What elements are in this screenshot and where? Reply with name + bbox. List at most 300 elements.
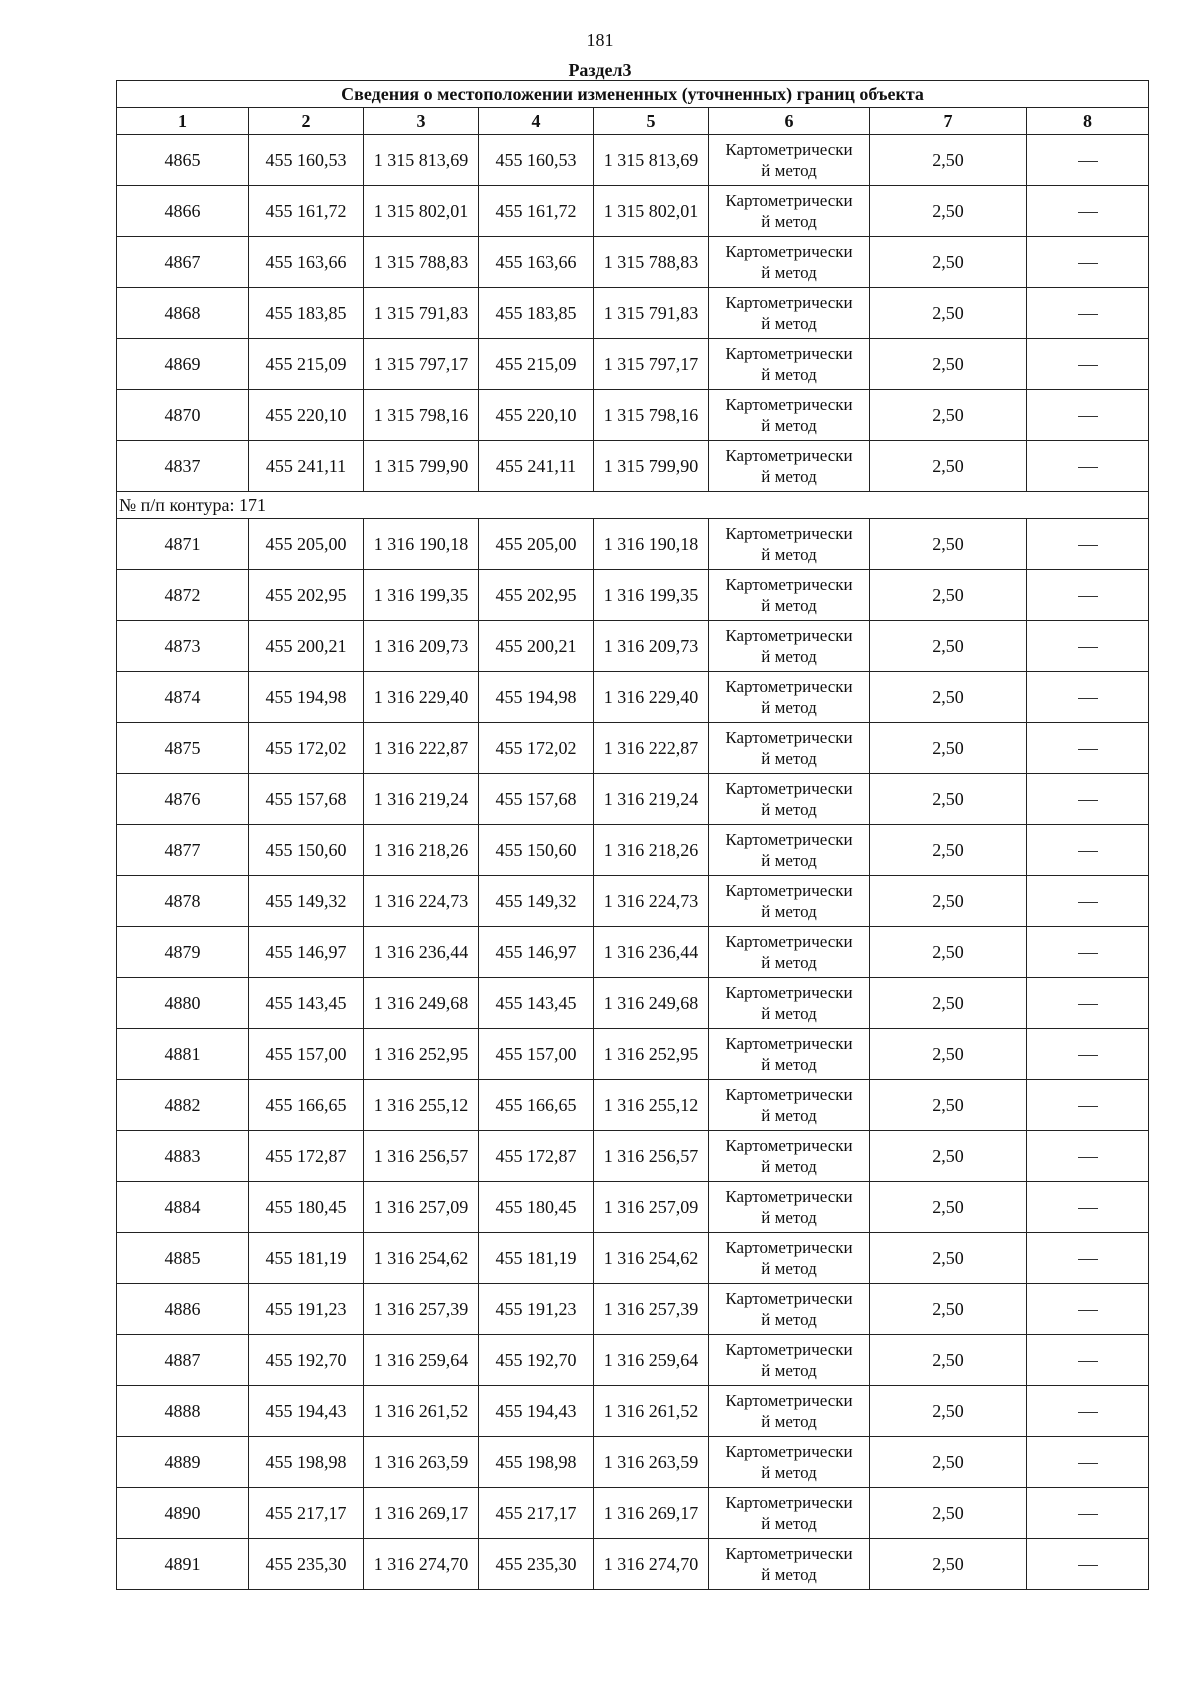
- updated-x: 455 205,00: [479, 519, 594, 570]
- dash-mark: [1078, 314, 1098, 315]
- updated-y: 1 316 218,26: [594, 825, 709, 876]
- method-cell: [709, 1488, 870, 1539]
- existing-x: 455 181,19: [249, 1233, 364, 1284]
- contour-label: № п/п контура: 171: [117, 492, 1149, 519]
- point-number: 4867: [117, 237, 249, 288]
- point-number: 4869: [117, 339, 249, 390]
- method-line2: й метод: [761, 749, 817, 768]
- precision: 2,50: [870, 390, 1027, 441]
- description-cell: [1027, 1029, 1149, 1080]
- description-cell: [1027, 1335, 1149, 1386]
- point-number: 4874: [117, 672, 249, 723]
- method-cell: [709, 1029, 870, 1080]
- description-cell: [1027, 1488, 1149, 1539]
- method-line1: Картометрически: [725, 830, 853, 849]
- method-line2: й метод: [761, 365, 817, 384]
- point-number: 4878: [117, 876, 249, 927]
- updated-x: 455 202,95: [479, 570, 594, 621]
- updated-x: 455 181,19: [479, 1233, 594, 1284]
- point-number: 4885: [117, 1233, 249, 1284]
- method-line2: й метод: [761, 1514, 817, 1533]
- point-number: 4889: [117, 1437, 249, 1488]
- method-line2: й метод: [761, 1412, 817, 1431]
- updated-y: 1 316 190,18: [594, 519, 709, 570]
- existing-y: 1 316 236,44: [364, 927, 479, 978]
- method-cell: [709, 1080, 870, 1131]
- updated-x: 455 149,32: [479, 876, 594, 927]
- method-line2: й метод: [761, 851, 817, 870]
- existing-y: 1 316 263,59: [364, 1437, 479, 1488]
- precision: 2,50: [870, 1131, 1027, 1182]
- dash-mark: [1078, 800, 1098, 801]
- dash-mark: [1078, 467, 1098, 468]
- method-cell: [709, 723, 870, 774]
- updated-y: 1 315 791,83: [594, 288, 709, 339]
- precision: 2,50: [870, 927, 1027, 978]
- method-cell: [709, 672, 870, 723]
- dash-mark: [1078, 1259, 1098, 1260]
- table-row: [117, 723, 1149, 774]
- existing-y: 1 316 249,68: [364, 978, 479, 1029]
- section-title: Раздел3: [568, 60, 632, 80]
- method-line2: й метод: [761, 1208, 817, 1227]
- method-line1: Картометрически: [725, 728, 853, 747]
- method-line1: Картометрически: [725, 395, 853, 414]
- method-line1: Картометрически: [725, 1238, 853, 1257]
- precision: 2,50: [870, 1284, 1027, 1335]
- table-row: [117, 876, 1149, 927]
- method-cell: [709, 441, 870, 492]
- dash-mark: [1078, 1412, 1098, 1413]
- dash-mark: [1078, 698, 1098, 699]
- existing-x: 455 160,53: [249, 135, 364, 186]
- method-line2: й метод: [761, 263, 817, 282]
- updated-y: 1 315 799,90: [594, 441, 709, 492]
- updated-x: 455 191,23: [479, 1284, 594, 1335]
- column-number: 6: [709, 108, 870, 135]
- dash-mark: [1078, 1565, 1098, 1566]
- method-line1: Картометрически: [725, 446, 853, 465]
- column-number: 5: [594, 108, 709, 135]
- precision: 2,50: [870, 1386, 1027, 1437]
- method-cell: [709, 237, 870, 288]
- updated-x: 455 235,30: [479, 1539, 594, 1590]
- point-number: 4888: [117, 1386, 249, 1437]
- point-number: 4871: [117, 519, 249, 570]
- existing-y: 1 316 229,40: [364, 672, 479, 723]
- dash-mark: [1078, 1106, 1098, 1107]
- existing-x: 455 235,30: [249, 1539, 364, 1590]
- updated-y: 1 316 256,57: [594, 1131, 709, 1182]
- point-number: 4872: [117, 570, 249, 621]
- precision: 2,50: [870, 519, 1027, 570]
- method-line1: Картометрически: [725, 1187, 853, 1206]
- updated-x: 455 192,70: [479, 1335, 594, 1386]
- existing-y: 1 316 274,70: [364, 1539, 479, 1590]
- table-row: [117, 1080, 1149, 1131]
- updated-x: 455 163,66: [479, 237, 594, 288]
- table-row: [117, 1437, 1149, 1488]
- existing-y: 1 315 788,83: [364, 237, 479, 288]
- existing-x: 455 149,32: [249, 876, 364, 927]
- existing-y: 1 316 224,73: [364, 876, 479, 927]
- point-number: 4887: [117, 1335, 249, 1386]
- precision: 2,50: [870, 1233, 1027, 1284]
- description-cell: [1027, 774, 1149, 825]
- dash-mark: [1078, 1514, 1098, 1515]
- point-number: 4882: [117, 1080, 249, 1131]
- existing-y: 1 315 798,16: [364, 390, 479, 441]
- existing-y: 1 315 799,90: [364, 441, 479, 492]
- dash-mark: [1078, 1208, 1098, 1209]
- description-cell: [1027, 135, 1149, 186]
- method-line2: й метод: [761, 953, 817, 972]
- precision: 2,50: [870, 876, 1027, 927]
- existing-x: 455 183,85: [249, 288, 364, 339]
- existing-y: 1 316 219,24: [364, 774, 479, 825]
- existing-x: 455 192,70: [249, 1335, 364, 1386]
- table-row: [117, 1182, 1149, 1233]
- table-row: [117, 135, 1149, 186]
- table-row: [117, 1488, 1149, 1539]
- updated-x: 455 172,02: [479, 723, 594, 774]
- table-caption: Сведения о местоположении измененных (уточненных) границ объекта: [117, 81, 1149, 108]
- existing-x: 455 217,17: [249, 1488, 364, 1539]
- updated-y: 1 316 199,35: [594, 570, 709, 621]
- updated-y: 1 315 798,16: [594, 390, 709, 441]
- description-cell: [1027, 1182, 1149, 1233]
- updated-y: 1 316 254,62: [594, 1233, 709, 1284]
- updated-x: 455 160,53: [479, 135, 594, 186]
- description-cell: [1027, 237, 1149, 288]
- method-line2: й метод: [761, 902, 817, 921]
- existing-y: 1 315 791,83: [364, 288, 479, 339]
- method-cell: [709, 570, 870, 621]
- table-row: [117, 237, 1149, 288]
- existing-x: 455 146,97: [249, 927, 364, 978]
- existing-y: 1 316 255,12: [364, 1080, 479, 1131]
- dash-mark: [1078, 161, 1098, 162]
- existing-x: 455 215,09: [249, 339, 364, 390]
- table-row: [117, 1386, 1149, 1437]
- method-cell: [709, 1284, 870, 1335]
- point-number: 4890: [117, 1488, 249, 1539]
- existing-x: 455 150,60: [249, 825, 364, 876]
- method-line2: й метод: [761, 1004, 817, 1023]
- precision: 2,50: [870, 288, 1027, 339]
- method-line2: й метод: [761, 1310, 817, 1329]
- existing-x: 455 202,95: [249, 570, 364, 621]
- dash-mark: [1078, 953, 1098, 954]
- method-cell: [709, 1335, 870, 1386]
- table-row: [117, 1539, 1149, 1590]
- method-line1: Картометрически: [725, 983, 853, 1002]
- existing-y: 1 315 802,01: [364, 186, 479, 237]
- updated-y: 1 316 257,39: [594, 1284, 709, 1335]
- table-caption-row: [117, 81, 1149, 108]
- updated-y: 1 316 236,44: [594, 927, 709, 978]
- updated-x: 455 194,98: [479, 672, 594, 723]
- existing-y: 1 316 259,64: [364, 1335, 479, 1386]
- updated-x: 455 157,00: [479, 1029, 594, 1080]
- point-number: 4879: [117, 927, 249, 978]
- precision: 2,50: [870, 723, 1027, 774]
- description-cell: [1027, 927, 1149, 978]
- updated-y: 1 315 813,69: [594, 135, 709, 186]
- precision: 2,50: [870, 1488, 1027, 1539]
- existing-x: 455 241,11: [249, 441, 364, 492]
- precision: 2,50: [870, 1437, 1027, 1488]
- method-line1: Картометрически: [725, 1136, 853, 1155]
- method-line1: Картометрически: [725, 242, 853, 261]
- method-line2: й метод: [761, 1055, 817, 1074]
- description-cell: [1027, 1386, 1149, 1437]
- dash-mark: [1078, 749, 1098, 750]
- method-line2: й метод: [761, 647, 817, 666]
- method-cell: [709, 186, 870, 237]
- existing-x: 455 166,65: [249, 1080, 364, 1131]
- dash-mark: [1078, 902, 1098, 903]
- existing-y: 1 315 797,17: [364, 339, 479, 390]
- updated-y: 1 316 219,24: [594, 774, 709, 825]
- method-line1: Картометрически: [725, 1493, 853, 1512]
- existing-y: 1 316 218,26: [364, 825, 479, 876]
- table-row: [117, 1335, 1149, 1386]
- method-line2: й метод: [761, 545, 817, 564]
- method-cell: [709, 1233, 870, 1284]
- table-row: [117, 621, 1149, 672]
- method-line1: Картометрически: [725, 1034, 853, 1053]
- dash-mark: [1078, 416, 1098, 417]
- updated-x: 455 150,60: [479, 825, 594, 876]
- updated-y: 1 316 229,40: [594, 672, 709, 723]
- precision: 2,50: [870, 186, 1027, 237]
- description-cell: [1027, 1080, 1149, 1131]
- precision: 2,50: [870, 1539, 1027, 1590]
- existing-x: 455 194,98: [249, 672, 364, 723]
- method-line2: й метод: [761, 1106, 817, 1125]
- updated-y: 1 316 222,87: [594, 723, 709, 774]
- table-row: [117, 339, 1149, 390]
- existing-y: 1 316 252,95: [364, 1029, 479, 1080]
- method-cell: [709, 1539, 870, 1590]
- description-cell: [1027, 1284, 1149, 1335]
- column-number: 7: [870, 108, 1027, 135]
- page-number: 181: [586, 30, 614, 50]
- column-number: 2: [249, 108, 364, 135]
- dash-mark: [1078, 1361, 1098, 1362]
- table-row: [117, 1284, 1149, 1335]
- existing-x: 455 143,45: [249, 978, 364, 1029]
- description-cell: [1027, 1539, 1149, 1590]
- method-line1: Картометрически: [725, 1544, 853, 1563]
- updated-y: 1 316 274,70: [594, 1539, 709, 1590]
- table-row: [117, 519, 1149, 570]
- dash-mark: [1078, 365, 1098, 366]
- updated-y: 1 316 269,17: [594, 1488, 709, 1539]
- method-line1: Картометрически: [725, 779, 853, 798]
- method-line1: Картометрически: [725, 1442, 853, 1461]
- existing-x: 455 161,72: [249, 186, 364, 237]
- existing-y: 1 316 256,57: [364, 1131, 479, 1182]
- existing-y: 1 316 257,09: [364, 1182, 479, 1233]
- description-cell: [1027, 288, 1149, 339]
- updated-x: 455 200,21: [479, 621, 594, 672]
- method-line1: Картометрически: [725, 191, 853, 210]
- method-line1: Картометрически: [725, 881, 853, 900]
- dash-mark: [1078, 1463, 1098, 1464]
- updated-y: 1 316 257,09: [594, 1182, 709, 1233]
- description-cell: [1027, 186, 1149, 237]
- updated-x: 455 215,09: [479, 339, 594, 390]
- precision: 2,50: [870, 621, 1027, 672]
- point-number: 4873: [117, 621, 249, 672]
- column-number: 8: [1027, 108, 1149, 135]
- updated-y: 1 315 788,83: [594, 237, 709, 288]
- method-line2: й метод: [761, 698, 817, 717]
- method-cell: [709, 135, 870, 186]
- description-cell: [1027, 672, 1149, 723]
- method-cell: [709, 825, 870, 876]
- existing-y: 1 316 209,73: [364, 621, 479, 672]
- existing-y: 1 316 257,39: [364, 1284, 479, 1335]
- dash-mark: [1078, 851, 1098, 852]
- method-cell: [709, 339, 870, 390]
- method-line2: й метод: [761, 596, 817, 615]
- method-cell: [709, 390, 870, 441]
- method-cell: [709, 519, 870, 570]
- description-cell: [1027, 825, 1149, 876]
- updated-x: 455 180,45: [479, 1182, 594, 1233]
- table-row: [117, 441, 1149, 492]
- description-cell: [1027, 339, 1149, 390]
- table-row: [117, 288, 1149, 339]
- point-number: 4884: [117, 1182, 249, 1233]
- table-row: [117, 927, 1149, 978]
- updated-x: 455 166,65: [479, 1080, 594, 1131]
- point-number: 4865: [117, 135, 249, 186]
- updated-x: 455 241,11: [479, 441, 594, 492]
- updated-x: 455 161,72: [479, 186, 594, 237]
- precision: 2,50: [870, 1182, 1027, 1233]
- method-line2: й метод: [761, 800, 817, 819]
- method-line1: Картометрически: [725, 524, 853, 543]
- existing-x: 455 191,23: [249, 1284, 364, 1335]
- dash-mark: [1078, 596, 1098, 597]
- method-line2: й метод: [761, 1259, 817, 1278]
- updated-x: 455 146,97: [479, 927, 594, 978]
- method-line1: Картометрически: [725, 140, 853, 159]
- column-number-row: [117, 108, 1149, 135]
- method-line1: Картометрически: [725, 1085, 853, 1104]
- point-number: 4877: [117, 825, 249, 876]
- updated-x: 455 143,45: [479, 978, 594, 1029]
- method-line1: Картометрически: [725, 1340, 853, 1359]
- existing-x: 455 180,45: [249, 1182, 364, 1233]
- method-line1: Картометрически: [725, 677, 853, 696]
- existing-y: 1 316 199,35: [364, 570, 479, 621]
- method-cell: [709, 1131, 870, 1182]
- table-row: [117, 1029, 1149, 1080]
- existing-x: 455 198,98: [249, 1437, 364, 1488]
- updated-y: 1 316 263,59: [594, 1437, 709, 1488]
- table-row: [117, 186, 1149, 237]
- column-number: 1: [117, 108, 249, 135]
- precision: 2,50: [870, 441, 1027, 492]
- updated-x: 455 194,43: [479, 1386, 594, 1437]
- method-cell: [709, 876, 870, 927]
- description-cell: [1027, 441, 1149, 492]
- description-cell: [1027, 519, 1149, 570]
- table-row: [117, 825, 1149, 876]
- method-line1: Картометрически: [725, 626, 853, 645]
- point-number: 4883: [117, 1131, 249, 1182]
- method-line1: Картометрически: [725, 932, 853, 951]
- description-cell: [1027, 1233, 1149, 1284]
- precision: 2,50: [870, 339, 1027, 390]
- method-line2: й метод: [761, 1463, 817, 1482]
- method-line2: й метод: [761, 1361, 817, 1380]
- updated-x: 455 217,17: [479, 1488, 594, 1539]
- existing-y: 1 316 269,17: [364, 1488, 479, 1539]
- method-line1: Картометрически: [725, 293, 853, 312]
- table-row: [117, 1131, 1149, 1182]
- description-cell: [1027, 876, 1149, 927]
- precision: 2,50: [870, 825, 1027, 876]
- contour-row: [117, 492, 1149, 519]
- precision: 2,50: [870, 1080, 1027, 1131]
- existing-y: 1 316 190,18: [364, 519, 479, 570]
- dash-mark: [1078, 545, 1098, 546]
- updated-x: 455 183,85: [479, 288, 594, 339]
- point-number: 4891: [117, 1539, 249, 1590]
- method-line2: й метод: [761, 467, 817, 486]
- updated-y: 1 315 797,17: [594, 339, 709, 390]
- precision: 2,50: [870, 978, 1027, 1029]
- coordinates-table: [116, 80, 1149, 1590]
- dash-mark: [1078, 647, 1098, 648]
- description-cell: [1027, 390, 1149, 441]
- updated-y: 1 316 252,95: [594, 1029, 709, 1080]
- updated-y: 1 316 249,68: [594, 978, 709, 1029]
- updated-x: 455 172,87: [479, 1131, 594, 1182]
- method-line2: й метод: [761, 1157, 817, 1176]
- method-cell: [709, 1182, 870, 1233]
- table-row: [117, 390, 1149, 441]
- updated-x: 455 220,10: [479, 390, 594, 441]
- method-cell: [709, 621, 870, 672]
- method-line2: й метод: [761, 1565, 817, 1584]
- existing-y: 1 315 813,69: [364, 135, 479, 186]
- description-cell: [1027, 1437, 1149, 1488]
- existing-x: 455 163,66: [249, 237, 364, 288]
- existing-x: 455 205,00: [249, 519, 364, 570]
- existing-y: 1 316 261,52: [364, 1386, 479, 1437]
- existing-x: 455 172,02: [249, 723, 364, 774]
- point-number: 4870: [117, 390, 249, 441]
- method-line2: й метод: [761, 212, 817, 231]
- precision: 2,50: [870, 135, 1027, 186]
- description-cell: [1027, 723, 1149, 774]
- point-number: 4837: [117, 441, 249, 492]
- updated-y: 1 315 802,01: [594, 186, 709, 237]
- method-cell: [709, 1386, 870, 1437]
- description-cell: [1027, 1131, 1149, 1182]
- description-cell: [1027, 621, 1149, 672]
- precision: 2,50: [870, 774, 1027, 825]
- dash-mark: [1078, 1310, 1098, 1311]
- description-cell: [1027, 570, 1149, 621]
